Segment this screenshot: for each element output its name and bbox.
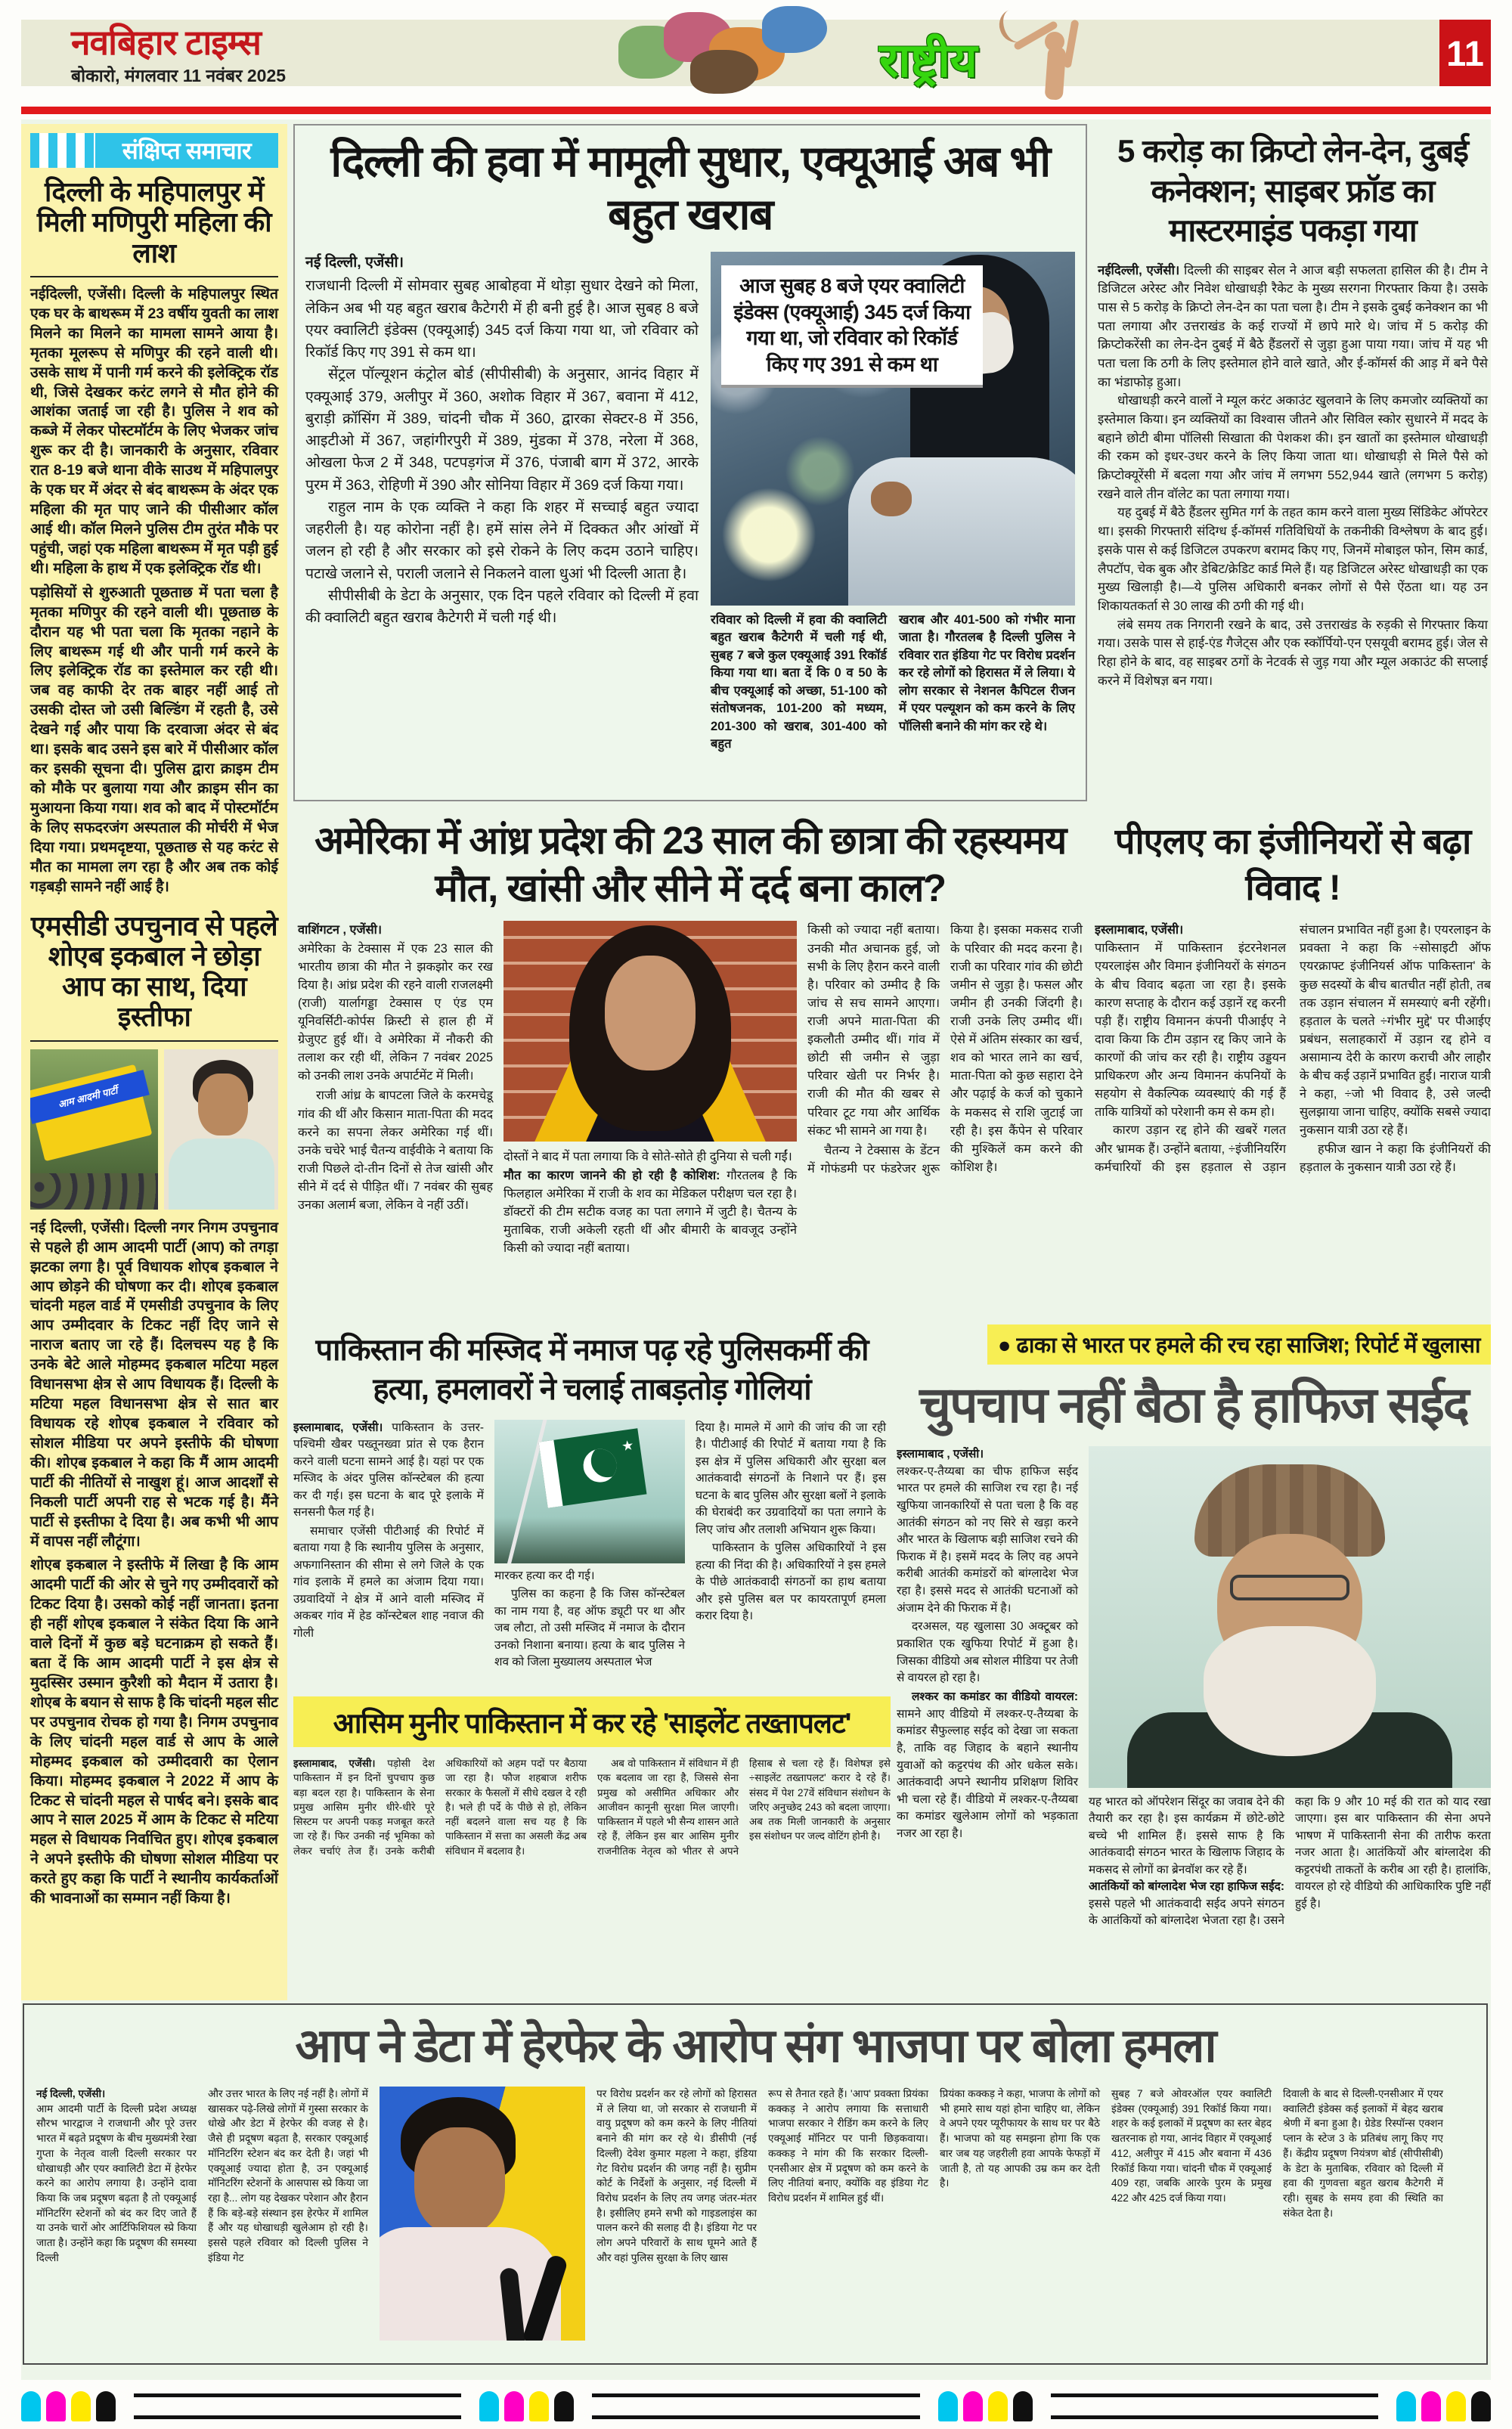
magenta-mark-icon [46,2391,66,2421]
yellow-mark-icon [1446,2391,1466,2421]
smog-mask-photo [711,252,1075,606]
hafiz-column-1 [897,1446,1078,1930]
brief2-body [30,1219,278,1909]
aqi-photo-block [711,252,1075,753]
brief1-body [30,285,278,897]
hafiz-kicker: ● ढाका से भारत पर हमले की रच रहा साजिश; रिपोर्ट में खुलासा [987,1324,1491,1365]
student-paragraph [503,1166,797,1258]
brief1-headline: दिल्ली के महिपालपुर में मिली मणिपुरी महिला की लाश [30,177,278,277]
masthead-title: नवबिहार टाइम्स [71,23,261,62]
pla-body [1095,921,1491,1176]
bottom-column-4 [768,2087,928,2341]
collage-blob [762,6,827,53]
pla-paragraph: हफीज खान ने कहा कि इंजीनियरों की हड़ताल के नुकसान यात्री उठा रहे हैं। [1300,1142,1491,1174]
saurabh-bhardwaj-photo [380,2087,585,2341]
bottom-paragraph: और उत्तर भारत के लिए नई नहीं है। लोगों में खासकर पढ़े-लिखे लोगों में गुस्सा सरकार के धोखे और डेटा में हेरफेर की वजह से है। जैसे ही प्रदूषण बढ़ता है, सरकार एक्यूआई मॉनिटरिंग स्टेशन बंद कर देती है। जहां भी एक्यूआई ज्यादा होता है, उन एक्यूआई मॉनिटरिंग स्टेशनों के आसपास स्प्रे किया जा रहा है... लोग यह देखकर परेशान और हैरान हैं कि बड़े-बड़े संस्थान इस हेरफेर में शामिल हैं और यह धोखाधड़ी खुलेआम हो रही है। इससे पहले रविवार को दिल्ली पुलिस ने इंडिया गेट [208,2088,368,2263]
munir-body [293,1756,891,1858]
student-graduate-photo [503,921,797,1142]
magenta-mark-icon [1421,2391,1441,2421]
hafiz-subhead: लश्कर का कमांडर का वीडियो वायरल: [912,1690,1078,1703]
statue-body [1045,46,1067,101]
bottom-column-1 [36,2087,197,2341]
hafiz-bottom-columns [1089,1794,1491,1930]
bottom-headline: आप ने डेटा में हेरफेर के आरोप संग भाजपा पर बोला हमला [295,2020,1216,2072]
student-subhead: मौत का कारण जानने की हो रही है कोशिश: [503,1168,720,1182]
yellow-mark-icon [988,2391,1008,2421]
mosque-paragraph [293,1420,484,1522]
print-registration-strip [21,2389,1491,2424]
aqi-paragraph: राहुल नाम के एक व्यक्ति ने कहा कि शहर में सच्चाई बहुत ज्यादा जहरीली है। यह कोरोना नहीं है। हमें सांस लेने में दिक्कत और आंखों में जलन हो रही है और सरकार को इसे रोकने के लिए कदम उठाने चाहिए। पटाखे जलाने से, पराली जलाने से निकलने वाला धुआं भी दिल्ली आता है। [305,498,699,582]
student-paragraph: अमेरिका के टेक्सास में एक 23 साल की भारतीय छात्रा की मौत ने झकझोर कर रख दिया है। आंध्र प्रदेश की रहने वाली राजलक्ष्मी (राजी) यार्लागड्डा टेक्सास ए एंड एम यूनिवर्सिटी-कोर्पस क्रिस्टी से हाल ही में ग्रेजुएट हुई थीं। वे अमेरिका में नौकरी की तलाश कर रही थीं, लेकिन 7 नवंबर 2025 को उनकी लाश उनके अपार्टमेंट में मिली। [298,941,493,1083]
aqi-article [293,124,1087,801]
page-content [21,119,1491,2380]
crypto-paragraph: लंबे समय तक निगरानी रखने के बाद, उसे उत्तराखंड के रुड़की से गिरफ्तार किया गया। उसके पास से हाई-एंड गैजेट्स और एक स्कॉर्पियो-एन एसयूवी बरामद हुई। जेल से रिहा होने के बाद, वह साइबर ठगों के नेटवर्क से जुड़ गया और म्यूल अकाउंट की सप्लाई करने में विशेषज्ञ बन गया। [1098,617,1488,688]
mosque-paragraph: समाचार एजेंसी पीटीआई की रिपोर्ट में बताया गया है कि स्थानीय पुलिस के अनुसार, अफगानिस्तान की सीमा से लगे जिले के एक गांव इलाके में हमले का अंजाम दिया गया। उग्रवादियों ने क्षेत्र में आने वाली मस्जिद में अकबर गांव में हेड कॉन्स्टेबल शाह नवाज की गोली [293,1524,484,1640]
bottom-column-3 [596,2087,757,2341]
pakistan-flag [539,1428,647,1508]
hafiz-paragraph: लश्कर-ए-तैय्यबा का चीफ हाफिज सईद भारत पर हमले की साजिश रच रहा है। नई खुफिया जानकारियों से पता चला है कि वह आतंकी संगठन को नए सिरे से खड़ा करने और भारत के खिलाफ बड़ी साजिश रचने की फिराक में है। इसमें मदद के लिए वह अपने करीबी आतंकी कमांडरों को बांग्लादेश भेज रहा है। इससे मदद से आतंकी घटनाओं को अंजाम देने की फिराक में है। [897,1464,1078,1615]
brief1-paragraph: नईदिल्ली, एजेंसी। दिल्ली के महिपालपुर स्थित एक घर के बाथरूम में 23 वर्षीय युवती का लाश मिलने का मिलने का मामला सामने आया है। मृतका मूलरूप से मणिपुर की रहने वाली थी। उसके साथ में पानी गर्म करने की इलेक्ट्रिक रॉड थी, जिसे देखकर करंट लगने से मौत होने की आशंका जताई जा रही है। पुलिस ने शव को कब्जे में लेकर पोस्टमॉर्टम के लिए भेजकर जांच शुरू कर दी है। जानकारी के अनुसार, रविवार रात 8-19 बजे थाना वीके साउथ में महिपालपुर के एक घर में अंदर से बंद बाथरूम के अंदर एक महिला की मृत पाए जाने की पीसीआर कॉल आई थी। कॉल मिलने पुलिस टीम तुरंत मौके पर पहुंची, जहां एक महिला बाथरूम में मृत पड़ी हुई थी। महिला के हाथ में एक इलेक्ट्रिक रॉड थी। [30,285,278,577]
munir-paragraph: अब वो पाकिस्तान में संविधान में ही एक बदलाव जा रहा है, जिससे सेना प्रमुख को असीमित अधिकार और आजीवन कानूनी सुरक्षा मिल जाएगी। पाकिस्तान में पहले भी सैन्य शासन आते रहे हैं, लेकिन इस बार आसिम मुनीर राजनीतिक नेतृत्व को भीतर से अपने हिसाब से चला रहे हैं। विशेषज्ञ इसे ÷साइलेंट तख्तापलट' करार दे रहे हैं। संसद में पेश 27वें संविधान संशोधन के जरिए अनुच्छेद 243 को बदला जाएगा। अब तक मिली जानकारी के अनुसार इस संशोधन पर जल्द वोटिंग होनी है। [597,1758,891,1857]
yellow-mark-icon [529,2391,549,2421]
mosque-article [293,1321,891,1693]
bottom-column-6 [1111,2087,1272,2341]
black-mark-icon [554,2391,574,2421]
black-mark-icon [1013,2391,1033,2421]
student-middle [503,921,797,1257]
dateline: बोकारो, मंगलवार 11 नवंबर 2025 [71,66,287,86]
hafiz-text: सामने आए वीडियो में लश्कर-ए-तैय्यबा के कमांडर सैफुल्लाह सईद को देखा जा सकता है, ताकि वह जिहाद के बहाने स्थानीय युवाओं को कट्टरपंथ की ओर धकेल सके। आतंकवादी अपने स्थानीय प्रशिक्षण शिविर भी चला रहे हैं। वीडियो में लश्कर-ए-तैय्यबा का कमांडर खुलेआम लोगों को भड़काता नजर आ रहा है। [897,1707,1078,1841]
crypto-byline: नईदिल्ली, एजेंसी। [1098,262,1180,277]
student-paragraph: दोस्तों ने बाद में पता लगाया कि वे सोते-सोते ही दुनिया से चली गईं। [503,1150,792,1164]
magenta-mark-icon [963,2391,983,2421]
munir-article [293,1696,891,1996]
white-beard [1204,1626,1376,1756]
bottom-byline: नई दिल्ली, एजेंसी। [36,2088,106,2099]
crescent-icon [581,1447,619,1485]
pla-article [1095,807,1491,1317]
aqi-body [295,247,1086,758]
aqi-paragraph: सेंट्रल पॉल्यूशन कंट्रोल बोर्ड (सीपीसीबी) के अनुसार, आनंद विहार में एक्यूआई 379, अलीपुर में 360, अशोक विहार में 367, बवाना में 412, बुराड़ी क्रॉसिंग में 389, चांदनी चौक में 360, द्वारका सेक्टर-8 में 356, आइटीओ में 367, जहांगीरपुरी में 389, मुंडका में 378, नरेला में 368, ओखला फेज 2 में 348, पटपड़गंज में 376, पंजाबी बाग में 372, आरके पुरम में 363, रोहिणी में 390 और सोनिया विहार में 369 दर्ज किया गया। [305,366,699,494]
cyan-mark-icon [938,2391,958,2421]
yellow-mark-icon [71,2391,91,2421]
student-article [293,807,1087,1317]
crypto-paragraph: धोखाधड़ी करने वालों ने म्यूल करंट अकाउंट खुलवाने के लिए कमजोर व्यक्तियों का इस्तेमाल किया। इन व्यक्तियों का विश्वास जीतने और सिविल स्कोर सुधारने में मदद के बहाने छोटी बीमा पॉलिसी सिखाता की पेशकश की। इन खातों का इस्तेमाल धोखाधड़ी की रकम को इधर-उधर करने के लिए किया जाता था। धोखाधड़ी से मिले पैसे को क्रिप्टोक्यूरेंसी में बदला गया और जांच में लगभग 552,944 खाते (लगभग 5 करोड़) रखने वाले तीन वॉलेट का पता लगाया गया। [1098,393,1488,501]
statue-arm [1064,20,1080,69]
student-text: गौरतलब है कि फिलहाल अमेरिका में राजी के शव का मेडिकल परीक्षण चल रहा है। डॉक्टरों की टीम सटीक वजह का पता लगाने में जुटी है। चैतन्य के मुताबिक, राजी अकेली रहती थीं और बीमारी के बावजूद उन्होंने किसी को ज्यादा नहीं बताया। [503,1168,797,1256]
hafiz-subhead: आतंकियों को बांग्लादेश भेज रहा हाफिज सईद: [1089,1880,1284,1894]
person-face [198,1074,248,1135]
cmyk-marks [1396,2391,1491,2421]
pakistan-flag-photo [494,1420,685,1563]
registration-lines [1051,2393,1378,2419]
pla-paragraph: कारण उड़ान रद्द होने की खबरें गलत और भ्रामक हैं। उन्होंने बताया, ÷इंजीनियरिंग कर्मचारियों की इस हड़ताल से उड़ान संचालन प्रभावित नहीं हुआ है। एयरलाइन के प्रवक्ता ने कहा कि ÷सोसाइटी ऑफ एयरक्राफ्ट इंजीनियर्स ऑफ पाकिस्तान' के कुछ सदस्यों के बीच बातचीत नहीं होती, तब तक उड़ान संचालन में समस्याएं बनी रहेंगी। हड़ताल के चलते ÷गंभीर मुद्दे' पर पीआईए प्रबंधन, सलाहकारों में उड़ान रद्द होने व असामान्य देरी के कारण कराची और लाहौर के बीच कई उड़ानें प्रभावित हुईं। नाराज यात्री ने कहा, ÷जो भी विवाद है, उसे जल्दी सुलझाया जाना चाहिए, क्योंकि सबसे ज्यादा नुकसान यात्री उठा रहे हैं। [1095,923,1491,1174]
crypto-paragraph [1098,262,1488,392]
hafiz-text: इससे पहले भी आतंकवादी सईद अपने संगठन के आतंकियों को बांग्लादेश भेजता रहा है। उसने कहा कि 9 और 10 मई की रात को याद रखा जाएगा। इस बार पाकिस्तान की सेना अपने भाषण में पाकिस्तानी सेना की तारीफ करता नजर आता है। आतंकियों और बांग्लादेश की कट्टरपंथी ताकतों के करीब आ रही है। हालांकि, वायरल हो रहे वीडियो की आधिकारिक पुष्टि नहीं हुई है। [1089,1795,1491,1928]
mosque-paragraph: पाकिस्तान के पुलिस अधिकारियों ने इस हत्या की निंदा की है। अधिकारियों ने इस हमले के पीछे आतंकवादी संगठनों का हाथ बताया और इसे पुलिस बल पर कायरतापूर्ण हमला करार दिया है। [696,1541,886,1623]
magenta-mark-icon [504,2391,524,2421]
aap-flag-photo [30,1049,158,1210]
student-paragraph: किसी को ज्यादा नहीं बताया। उनकी मौत अचानक हुई, जो सभी के लिए हैरान करने वाली है। परिवार को उम्मीद है कि जांच से सच सामने आएगा। राजी अपने माता-पिता की इकलौती उम्मीद थीं। गांव में छोटी सी जमीन से जुड़ा परिवार खेती पर निर्भर है। राजी की मौत की खबर से परिवार टूट गया और आर्थिक संकट भी सामने आ गया है। [807,923,940,1138]
flag-white-stripe [539,1440,563,1508]
briefs-band [30,133,278,168]
registration-lines [134,2393,461,2419]
aqi-overlay-box: आज सुबह 8 बजे एयर क्वालिटी इंडेक्स (एक्यूआई) 345 दर्ज किया गया था, जो रविवार को रिकॉर्ड किए गए 391 से कम था [721,265,983,388]
person-face [414,2127,505,2235]
bottom-body [24,2087,1486,2341]
brief2-paragraph: शोएब इकबाल ने इस्तीफे में लिखा है कि आम आदमी पार्टी की ओर से चुने गए उम्मीदवारों को टिकट दिया है। उसको कोई नहीं जानता। इतना ही नहीं शोएब इकबाल ने संकेत दिया कि आने वाले दिनों में कुछ बड़े घटनाक्रम हो सकते हैं। बता दें कि आम आदमी पार्टी ने इस क्षेत्र से मुदस्सिर उस्मान कुरैशी को मैदान में उतारा है। शोएब के बयान से साफ है कि चांदनी महल सीट पर उपचुनाव रोचक हो गया है। निगम उपचुनाव के लिए चांदनी महल वार्ड से आप के आले मोहम्मद इकबाल को उम्मीदवारी का ऐलान किया। मोहम्मद इकबाल ने 2022 में आप के टिकट से चांदनी महल से पार्षद बने। इसके बाद आप ने साल 2025 में आम के टिकट से मटिया महल से विधायक निर्वाचित हुए। शोएब इकबाल ने अपने इस्तीफे की घोषणा सोशल मीडिया पर करते हुए कहा कि पार्टी ने स्थानीय कार्यकर्ताओं की भावनाओं का सम्मान नहीं किया है। [30,1557,278,1907]
crypto-article [1095,124,1491,801]
cmyk-marks [479,2391,574,2421]
statue-image [996,9,1110,100]
bottom-paragraph: रूप से तैनात रहते हैं। 'आप' प्रवक्ता प्रियंका कक्कड़ ने आरोप लगाया कि सत्ताधारी भाजपा सरकार ने रीडिंग कम करने के लिए एक्यूआई मॉनिटर पर पानी छिड़कवाया। कक्कड़ ने मांग की कि सरकार दिल्ली-एनसीआर क्षेत्र में प्रदूषण को कम करने के लिए नीतियां बनाए, क्योंकि वह इंडिया गेट विरोध प्रदर्शन में शामिल हुई थीं। [768,2088,928,2204]
mosque-paragraph: दिया है। मामले में आगे की जांच की जा रही है। पीटीआई की रिपोर्ट में बताया गया है कि इस क्षेत्र में पुलिस अधिकारी और सुरक्षा बल आतंकवादी संगठनों के निशाने पर हैं। इस घटना के बाद पुलिस और सुरक्षा बलों ने इलाके की घेराबंदी कर उग्रवादियों का पता लगाने के लिए जांच और तलाशी अभियान शुरू किया। [696,1421,886,1536]
munir-text: पड़ोसी देश पाकिस्तान में इन दिनों चुपचाप कुछ बड़ा बदल रहा है। पाकिस्तान के सेना प्रमुख आसिम मुनीर धीरे-धीरे पूरे सिस्टम पर अपनी पकड़ मजबूत करते जा रहे हैं। फिर उनकी नई भूमिका को लेकर चर्चाएं तेज हैं। उनके करीबी अधिकारियों को अहम पदों पर बैठाया जा रहा है। फौज शहबाज शरीफ सरकार के फैसलों में सीधे दखल दे रही है। भले ही पर्दे के पीछे से हो, लेकिन नहीं बदलने वाला सच यह है कि पाकिस्तान में सत्ता का असली केंद्र अब संविधान में बदलाव है। [293,1758,587,1857]
crypto-text: दिल्ली की साइबर सेल ने आज बड़ी सफलता हासिल की है। टीम ने डिजिटल अरेस्ट और निवेश धोखाधड़ी रैकेट के मुख्य सरगना गिरफ्तार किया है। उसके पास से 5 करोड़ के क्रिप्टो लेन-देन का पता चला है। टीम ने इसके दुबई कनेक्शन का भी पता लगाया और उत्तराखंड के कई राज्यों में छापे मारे थे। जांच में 5 करोड़ की क्रिप्टोकरेंसी का लेन-देन दुबई में बैठे हैंडलरों से जुड़ा हुआ पाया गया। जांच में यह भी पता चला कि ठगी के लिए इस्तेमाल होने वाले खाते, और ई-कॉमर्स की आड़ में बने पैसे का भंडाफोड़ हुआ। [1098,262,1488,389]
munir-paragraph [293,1756,587,1858]
star-icon [620,1435,635,1456]
bottom-paragraph: दिवाली के बाद से दिल्ली-एनसीआर में एयर क्वालिटी इंडेक्स कई इलाकों में बेहद खराब श्रेणी में बना हुआ है। ग्रेडेड रिस्पॉन्स एक्शन प्लान के स्टेज 3 के प्रतिबंध लागू किए गए हैं। केंद्रीय प्रदूषण नियंत्रण बोर्ड (सीपीसीबी) के डेटा के मुताबिक, रविवार को दिल्ली में हवा की गुणवत्ता बहुत खराब कैटेगरी में रही। सुबह के समय हवा की स्थिति का संकेत देता है। [1283,2088,1443,2219]
page-header [21,20,1491,86]
mosque-column-2 [494,1420,685,1671]
brief2-headline: एमसीडी उपचुनाव से पहले शोएब इकबाल ने छोड़ा आप का साथ, दिया इस्तीफा [30,911,278,1042]
mosque-column-3 [696,1420,886,1671]
masthead-block [71,24,286,87]
mosque-paragraph: मारकर हत्या कर दी गई। [494,1569,595,1582]
munir-byline: इस्लामाबाद, एजेंसी। [293,1758,376,1769]
aqi-caption-col: रविवार को दिल्ली में हवा की क्वालिटी बहुत खराब कैटेगरी में चली गई थी, सुबह 7 बजे कुल एक्यूआई 391 रिकॉर्ड किया गया था। बता दें कि 0 व 50 के बीच एक्यूआई को अच्छा, 51-100 को संतोषजनक, 101-200 को मध्यम, 201-300 को खराब, 301-400 को बहुत [711,613,887,751]
shoaib-iqbal-photo [164,1049,278,1210]
briefs-section-title: संक्षिप्त समाचार [95,133,278,168]
student-paragraph: राजी आंध्र के बापटला जिले के करमचेडू गांव की थीं और किसान माता-पिता की मदद करने का सपना लेकर अमेरिका गई थीं। उनके चचेरे भाई चैतन्य वाईवीके ने बताया कि राजी पिछले दो-तीन दिनों से तेज खांसी और सीने में दर्द से पीड़ित थीं। 7 नवंबर की सुबह उनका अलार्म बजा, लेकिन वे नहीं उठीं। [298,1089,493,1213]
bottom-article [23,2003,1488,2365]
cyan-mark-icon [479,2391,499,2421]
pla-paragraph: पाकिस्तान में पाकिस्तान इंटरनेशनल एयरलाइंस और विमान इंजीनियरों के संगठन के बीच विवाद बढ़ता जा रहा है। इसके कारण सप्ताह के दौरान कई उड़ानें रद्द करनी पड़ी हैं। राष्ट्रीय विमानन कंपनी पीआईए ने दावा किया कि टीम उड़ान रद्द किए जाने के कारणों की जांच कर रही है। राष्ट्रीय उड्डयन प्राधिकरण और अन्य विमानन कंपनियों के सहयोग से वैकल्पिक व्यवस्थाएं की गई हैं ताकि यात्रियों को परेशानी कम से कम हो। [1095,941,1286,1120]
crypto-paragraph: यह दुबई में बैठे हैंडलर सुमित गर्ग के तहत काम करने वाला मुख्य सिंडिकेट ऑपरेटर था। इसकी गिरफ्तारी संदिग्ध ई-कॉमर्स गतिविधियों के तकनीकी विश्लेषण के बाद हुई। इसके पास से कई डिजिटल उपकरण बरामद किए गए, जिनमें मोबाइल फोन, सिम कार्ड, लैपटॉप, चेक बुक और डेबिट/क्रेडिट कार्ड मिले हैं। यह डिजिटल अरेस्ट धोखाधड़ी का एक मुख्य खिलाड़ी है।—ये पुलिस अधिकारी बनकर लोगों से पैसे ऐंठता था। यह उन शिकायतकर्ता से 30 लाख की ठगी की गई थी। [1098,505,1488,613]
brief1-paragraph: पड़ोसियों से शुरुआती पूछताछ में पता चला है मृतका मणिपुर की रहने वाली थी। पूछताछ के दौरान यह भी पता चला कि मृतका नहाने के लिए बाथरूम गई थी और पानी गर्म करने के लिए इलेक्ट्रिक रॉड का इस्तेमाल कर रही थी। जब वह काफी देर तक बाहर नहीं आई तो उसकी दोस्त जो उसी बिल्डिंग में रहती है, उसे देखने गई और पाया कि दरवाजा अंदर से बंद था। इसके बाद उसने इस बारे में पीसीआर कॉल कर इसकी सूचना दी। पुलिस द्वारा क्राइम टीम को मौके पर बुलाया गया और क्राइम सीन का मुआयना किया गया। शव को बाद में पोस्टमॉर्टम के लिए सफदरजंग अस्पताल की मोर्चरी में भेज दिया गया। प्रथमदृष्टया, पूछताछ से यह करंट से मौत का मामला लग रहा है और अब तक कोई गड़बड़ी सामने नहीं आई है। [30,584,278,895]
hafiz-body [897,1446,1491,1930]
hafiz-paragraph [897,1689,1078,1843]
brief2-paragraph [30,1219,278,1552]
bottom-column-7 [1283,2087,1443,2341]
brief2-text: दिल्ली नगर निगम उपचुनाव से पहले ही आम आदमी पार्टी (आप) को तगड़ा झटका लगा है। पूर्व विधायक शोएब इकबाल ने आप छोड़ने की घोषणा कर दी। शोएब इकबाल चांदनी महल वार्ड में एमसीडी उपचुनाव के लिए आप उम्मीदवार के टिकट नहीं दिए जाने से नाराज बताए जा रहे हैं। दिलचस्प यह है कि उनके बेटे आले मोहम्मद इकबाल मटिया महल विधानसभा क्षेत्र से आप विधायक हैं। दिल्ली के मटिया महल विधानसभा क्षेत्र से सात बार विधायक रहे शोएब इकबाल ने रविवार को सोशल मीडिया पर अपने इस्तीफे की घोषणा की। शोएब इकबाल ने कहा कि मैं आम आदमी पार्टी की नीतियों से नाखुश हूं। आज आदर्शों से निकली पार्टी अपनी राह से भटक गई है। मैंने पार्टी से इस्तीफा दे दिया है। अब कभी भी आप में वापस नहीं लौटूंगा। [30,1219,279,1550]
aap-flag-band: आम आदमी पार्टी [30,1070,150,1124]
bottom-column-5 [940,2087,1100,2341]
hafiz-paragraph: दरअसल, यह खुलासा 30 अक्टूबर को प्रकाशित एक खुफिया रिपोर्ट में हुआ है। जिसका वीडियो अब सोशल मीडिया पर तेजी से वायरल हो रहा है। [897,1620,1078,1685]
glasses [1230,1575,1349,1600]
section-title: राष्ट्रीय [879,35,978,87]
briefs-column [21,124,287,2000]
brief2-byline: नई दिल्ली, एजेंसी। [30,1219,130,1236]
student-headline: अमेरिका में आंध्र प्रदेश की 23 साल की छात्रा की रहस्यमय मौत, खांसी और सीने में दर्द बना काल? [314,819,1066,910]
person-kurta [169,1139,274,1210]
aqi-paragraph: सीपीसीबी के डेटा के अनुसार, एक दिन पहले रविवार को दिल्ली में हवा की क्वालिटी बहुत खराब कैटेगरी में चली गई थी। [305,587,699,627]
munir-headline: आसिम मुनीर पाकिस्तान में कर रहे 'साइलेंट तख्तापलट' [293,1696,891,1747]
bottom-paragraph: सुबह 7 बजे ओवरऑल एयर क्वालिटी इंडेक्स (एक्यूआई) 391 रिकॉर्ड किया गया। शहर के कई इलाकों में प्रदूषण का स्तर बेहद खतरनाक हो गया, आनंद विहार में एक्यूआई 412, अलीपुर में 415 और बवाना में 436 रिकॉर्ड किया गया। चांदनी चौक में एक्यूआई 409 रहा, जबकि आरके पुरम के प्रमुख 422 और 425 दर्ज किया गया। [1111,2088,1272,2204]
cyan-mark-icon [1396,2391,1416,2421]
bottom-paragraph: आम आदमी पार्टी के दिल्ली प्रदेश अध्यक्ष सौरभ भारद्वाज ने राजधानी और पूरे उत्तर भारत में बढ़ते प्रदूषण के बीच मुख्यमंत्री रेखा गुप्ता के नेतृत्व वाली दिल्ली सरकार पर धोखाधड़ी और एयर क्वालिटी डेटा में हेरफेर करने का आरोप लगाया है। उन्होंने दावा किया कि जब प्रदूषण बढ़ता है तो एक्यूआई मॉनिटरिंग स्टेशनों को बंद कर दिए जाते हैं या उनके चारों ओर आर्टिफिशियल स्प्रे किया जाता है। उन्होंने कहा कि प्रदूषण की समस्या दिल्ली [36,2102,197,2263]
mosque-body [293,1420,891,1671]
student-paragraph: चैतन्य ने टेक्सास के डेंटन में गोफंडमी पर फंडरेजर शुरू किया है। इसका मकसद राजी के परिवार की मदद करना है। राजी का परिवार गांव की छोटी जमीन से जुड़ा है। फसल और जमीन ही उनकी जिंदगी है। राजी उनके लिए उम्मीद थीं। ऐसे में अंतिम संस्कार का खर्च, शव को भारत लाने का खर्च, माता-पिता को कुछ सहारा देने और पढ़ाई के कर्ज को चुकाने के मकसद से राशि जुटाई जा रही है। इस कैंपेन से परिवार की मुश्किलें कम करने की कोशिश है। [807,923,1083,1176]
mosque-headline: पाकिस्तान की मस्जिद में नमाज पढ़ रहे पुलिसकर्मी की हत्या, हमलावरों ने चलाई ताबड़तोड़ गोलियां [315,1334,869,1406]
mosque-paragraph: पुलिस का कहना है कि जिस कॉन्स्टेबल का नाम गया है, वह ऑफ ड्यूटी पर था और जब लौटा, तो उसी मस्जिद में नमाज के दौरान उनको निशाना बनाया। हत्या के बाद पुलिस ने शव को जिला मुख्यालय अस्पताल भेज [494,1588,685,1669]
briefs-band-stripes [30,133,95,168]
person-jacket [848,457,1075,606]
header-rule [21,107,1491,114]
brief2-photos [30,1049,278,1210]
mosque-byline: इस्लामाबाद, एजेंसी। [293,1421,383,1434]
aqi-caption [711,612,1075,753]
hafiz-article [897,1321,1491,1996]
pla-headline: पीएलए का इंजीनियरों से बढ़ा विवाद ! [1114,821,1471,908]
bottom-paragraph: पर विरोध प्रदर्शन कर रहे लोगों को हिरासत में ले लिया था, जो सरकार से राजधानी में वायु प्रदूषण को कम करने के लिए नीतियां बनाने की मांग कर रहे थे। डीसीपी (नई दिल्ली) देवेश कुमार महला ने कहा, इंडिया गेट विरोध प्रदर्शन की जगह नहीं है। सुप्रीम कोर्ट के निर्देशों के अनुसार, नई दिल्ली में विरोध प्रदर्शन के लिए तय जगह जंतर-मंतर है। इसीलिए हमने सभी को गाइडलाइंस का पालन करने की सलाह दी है। इंडिया गेट पर लोग अपने परिवारों के साथ घूमने आते हैं और वहां पुलिस सुरक्षा के लिए खास [596,2088,757,2263]
crowd [30,1173,158,1210]
mosque-text: पाकिस्तान के उत्तर-पश्चिमी खैबर पख्तूनख्वा प्रांत से एक हैरान करने वाली घटना सामने आई है। यहां पर एक मस्जिद के अंदर पुलिस कॉन्स्टेबल की हत्या कर दी गई। इस घटना के बाद पूरे इलाके में सनसनी फैल गई है। [293,1421,485,1520]
student-column-1 [298,921,493,1257]
crypto-body [1098,262,1488,691]
hafiz-saeed-photo [1089,1446,1491,1788]
aqi-paragraph: राजधानी दिल्ली में सोमवार सुबह आबोहवा में थोड़ा सुधार देखने को मिला, लेकिन अब भी यह बहुत खराब कैटेगरी में ही बनी हुई है। आज सुबह 8 बजे एयर क्वालिटी इंडेक्स (एक्यूआई) 345 दर्ज किया गया था, जो रविवार को रिकॉर्ड किए गए 391 से कम था। [305,277,699,361]
aqi-text-column [305,252,699,753]
person-face [605,956,696,1070]
student-body [293,921,1087,1257]
jharkhand-collage-image [618,5,845,99]
mosque-column-1 [293,1420,484,1671]
aqi-byline: नई दिल्ली, एजेंसी। [305,254,404,271]
pla-byline: इस्लामाबाद, एजेंसी। [1095,923,1184,937]
page-number: 11 [1439,20,1491,86]
hafiz-headline: चुपचाप नहीं बैठा है हाफिज सईद [919,1377,1468,1433]
hafiz-byline: इस्लामाबाद , एजेंसी। [897,1448,984,1461]
crypto-headline: 5 करोड़ का क्रिप्टो लेन-देन, दुबई कनेक्शन; साइबर फ्रॉड का मास्टरमाइंड पकड़ा गया [1117,133,1468,248]
student-right-columns [807,921,1083,1257]
hafiz-paragraph: यह भारत को ऑपरेशन सिंदूर का जवाब देने की तैयारी कर रहा है। इस कार्यक्रम में छोटे-छोटे बच्चे भी शामिल हैं। इससे साफ है कि आतंकवादी संगठन भारत के खिलाफ जिहाद के मकसद से लोगों का ब्रेनवॉश कर रहे हैं। [1089,1795,1284,1876]
cmyk-marks [938,2391,1033,2421]
person-hand [871,482,912,516]
collage-blob [690,50,758,94]
bottom-column-2 [208,2087,368,2341]
aqi-caption-col: खराब और 401-500 को गंभीर माना जाता है। गौरतलब है दिल्ली पुलिस ने रविवार रात इंडिया गेट पर विरोध प्रदर्शन कर रहे लोगों को हिरासत में ले लिया। ये लोग सरकार से नेशनल कैपिटल रीजन में एयर पल्यूशन को कम करने के लिए पॉलिसी बनाने की मांग कर रहे थे। [899,613,1075,733]
cyan-mark-icon [21,2391,41,2421]
black-mark-icon [96,2391,116,2421]
registration-lines [592,2393,919,2419]
aqi-headline: दिल्ली की हवा में मामूली सुधार, एक्यूआई अब भी बहुत खराब [330,138,1050,239]
cmyk-marks [21,2391,116,2421]
student-byline: वाशिंगटन , एजेंसी। [298,923,383,937]
bottom-paragraph: प्रियंका कक्कड़ ने कहा, भाजपा के लोगों को भी हमारे साथ यहां होना चाहिए था, लेकिन वे अपने एयर प्यूरीफायर के साथ घर पर बैठे हैं। भाजपा को यह समझना होगा कि एक बार जब यह जहरीली हवा आपके फेफड़ों में जाती है, तो यह आपकी उम्र कम कर देती है। [940,2088,1100,2189]
hafiz-photo-block [1089,1446,1491,1930]
black-mark-icon [1471,2391,1491,2421]
